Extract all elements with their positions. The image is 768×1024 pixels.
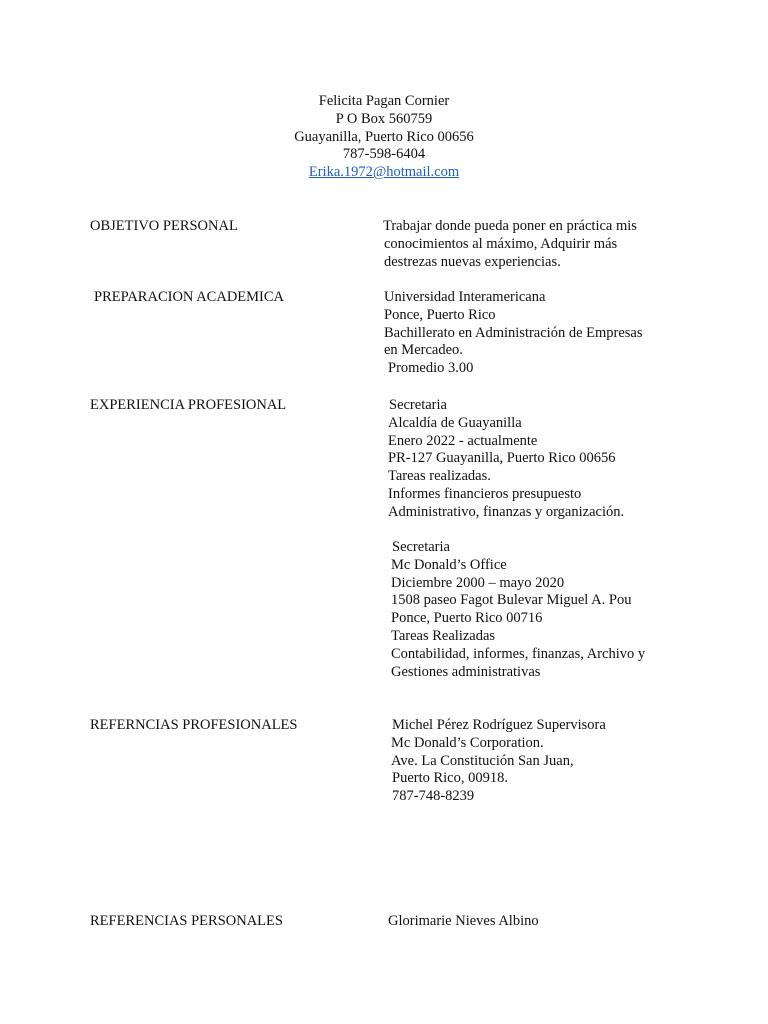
experience-job-2 [391,539,645,681]
job-line: PR-127 Guayanilla, Puerto Rico 00656 [388,450,616,467]
objective-line: conocimientos al máximo, Adquirir más [384,235,618,252]
city-address: Guayanilla, Puerto Rico 00656 [294,128,474,145]
experience-job-1 [388,397,624,522]
section-label-personal-references: REFERENCIAS PERSONALES [90,913,283,929]
contact-header [0,93,768,182]
education-details [384,289,643,378]
job-line: Gestiones administrativas [391,663,541,680]
section-label-experience: EXPERIENCIA PROFESIONAL [90,397,287,413]
education-line: Ponce, Puerto Rico [384,306,496,323]
job-line: Tareas realizadas. [388,468,491,485]
education-line: Universidad Interamericana [384,289,546,305]
phone-number: 787-598-6404 [342,146,426,163]
education-line: Promedio 3.00 [388,360,474,377]
objective-line: destrezas nuevas experiencias. [384,253,561,270]
reference-line: Michel Pérez Rodríguez Supervisora [392,717,606,733]
job-line: Contabilidad, informes, finanzas, Archivo y [391,645,646,662]
reference-line: Puerto Rico, 00918. [392,770,508,787]
job-line: Mc Donald’s Office [391,556,507,573]
job-line: Enero 2022 - actualmente [388,432,538,449]
job-line: 1508 paseo Fagot Bulevar Miguel A. Pou [391,592,632,609]
section-label-professional-references: REFERNCIAS PROFESIONALES [90,717,298,733]
personal-reference [388,913,539,931]
objective-line: Trabajar donde pueda poner en práctica mis [383,218,637,234]
professional-reference [392,717,606,806]
education-line: Bachillerato en Administración de Empresas [384,324,643,341]
reference-line: Mc Donald’s Corporation. [391,734,544,751]
job-line: Tareas Realizadas [391,627,496,644]
reference-line: 787-748-8239 [392,788,475,805]
job-line: Informes financieros presupuesto [388,485,582,502]
reference-line: Glorimarie Nieves Albino [388,913,539,929]
job-line: Secretaria [389,397,447,413]
job-line: Secretaria [392,539,450,555]
objective-text [383,218,637,271]
job-line: Administrativo, finanzas y organización. [388,503,625,520]
section-label-objective: OBJETIVO PERSONAL [90,218,238,234]
reference-line: Ave. La Constitución San Juan, [391,752,574,769]
po-box: P O Box 560759 [335,110,433,127]
email-link[interactable]: Erika.1972@hotmail.com [308,164,460,181]
applicant-name: Felicita Pagan Cornier [318,93,450,109]
section-label-education: PREPARACION ACADEMICA [94,289,285,305]
education-line: en Mercadeo. [384,342,463,359]
job-line: Diciembre 2000 – mayo 2020 [391,574,565,591]
job-line: Alcaldía de Guayanilla [388,414,522,431]
job-line: Ponce, Puerto Rico 00716 [391,610,543,627]
